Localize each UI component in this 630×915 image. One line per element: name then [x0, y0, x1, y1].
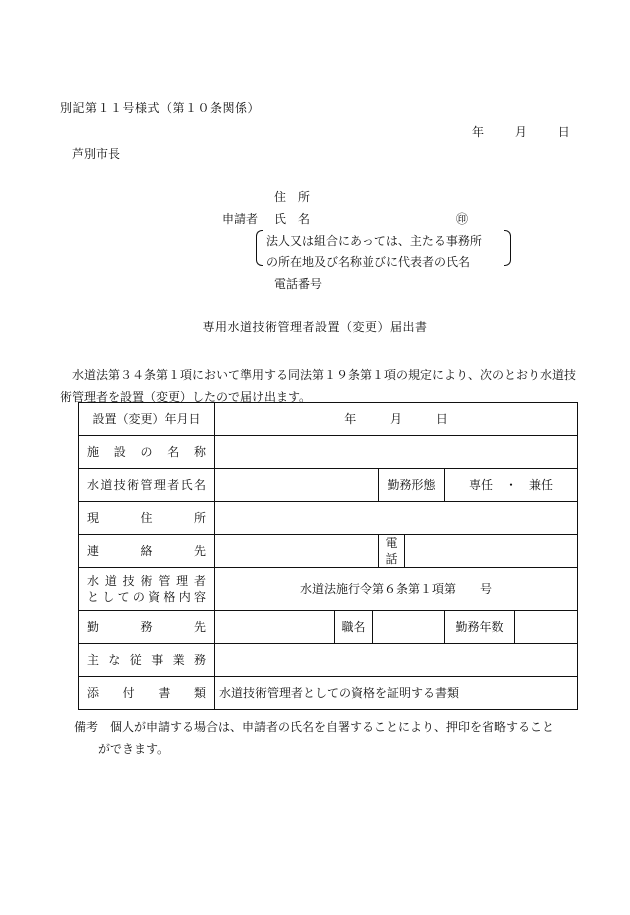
attachments-label: 添付書類	[79, 676, 215, 709]
workplace-field[interactable]	[215, 610, 335, 643]
setup-date-value[interactable]	[215, 403, 578, 436]
note-bracket-right	[504, 230, 511, 266]
applicant-label: 申請者	[222, 212, 259, 226]
remark-label: 備考	[74, 720, 99, 734]
setup-date-month: 月	[390, 412, 403, 427]
workplace-label: 勤務先	[79, 610, 215, 643]
manager-name-field[interactable]	[215, 469, 379, 502]
remark-line2: ができます。	[98, 742, 170, 756]
applicant-note-line2: の所在地及び名称並びに代表者の氏名	[266, 255, 471, 269]
form-number-title: 別記第１１号様式（第１０条関係）	[60, 101, 261, 115]
name-label: 氏 名	[274, 212, 311, 226]
years-of-service-label: 勤務年数	[445, 610, 515, 643]
facility-name-label: 施設の名称	[79, 436, 215, 469]
work-type-label: 勤務形態	[379, 469, 445, 502]
manager-name-label: 水道技術管理者氏名	[79, 469, 215, 502]
main-duties-label: 主な従事業務	[79, 643, 215, 676]
setup-date-day: 日	[435, 412, 448, 427]
qualification-field[interactable]: 水道法施行令第６条第１項第 号	[215, 568, 578, 610]
table-row	[79, 469, 578, 502]
remark-line1	[74, 716, 594, 738]
body-paragraph: 水道法第３４条第１項において準用する同法第１９条第１項の規定により、次のとおり水道技術管理者を設置（変更）したので届け出ます。	[60, 368, 577, 404]
date-row	[472, 126, 570, 138]
table-row	[79, 535, 578, 568]
phone-field[interactable]	[405, 535, 578, 568]
setup-date-year: 年	[344, 412, 357, 427]
contact-label: 連絡先	[79, 535, 215, 568]
address-label: 住 所	[274, 190, 311, 204]
facility-name-field[interactable]	[215, 436, 578, 469]
table-row	[79, 403, 578, 436]
qualification-label-line1: 水道技術管理者	[87, 574, 206, 589]
date-day: 日	[557, 125, 570, 139]
seal-mark: ㊞	[456, 212, 469, 226]
table-row	[79, 610, 578, 643]
remark	[74, 716, 594, 760]
qualification-label-line2: としての資格内容	[87, 590, 206, 605]
addressee: 芦別市長	[72, 147, 121, 161]
attachments-value: 水道技術管理者としての資格を証明する書類	[215, 676, 578, 709]
work-type-options[interactable]: 専任 ・ 兼任	[445, 469, 578, 502]
date-month: 月	[514, 125, 527, 139]
table-row	[79, 436, 578, 469]
current-address-label: 現住所	[79, 502, 215, 535]
table-row	[79, 502, 578, 535]
years-of-service-field[interactable]	[515, 610, 578, 643]
phone-label: 電話番号	[274, 277, 323, 291]
table-row	[79, 643, 578, 676]
qualification-label	[79, 568, 215, 610]
remark-text-1: 個人が申請する場合は、申請者の氏名を自署することにより、押印を省略すること	[110, 720, 555, 734]
contact-field[interactable]	[215, 535, 379, 568]
notification-table	[78, 402, 578, 710]
main-duties-field[interactable]	[215, 643, 578, 676]
document-title: 専用水道技術管理者設置（変更）届出書	[202, 320, 428, 334]
phone-cell-label: 電話	[379, 535, 405, 568]
position-field[interactable]	[373, 610, 445, 643]
position-label: 職名	[335, 610, 373, 643]
setup-date-label: 設置（変更）年月日	[79, 403, 215, 436]
date-year: 年	[472, 125, 485, 139]
applicant-note-line1: 法人又は組合にあっては、主たる事務所	[266, 234, 482, 248]
table-row	[79, 568, 578, 610]
note-bracket-left	[256, 230, 263, 266]
current-address-field[interactable]	[215, 502, 578, 535]
table-row	[79, 676, 578, 709]
